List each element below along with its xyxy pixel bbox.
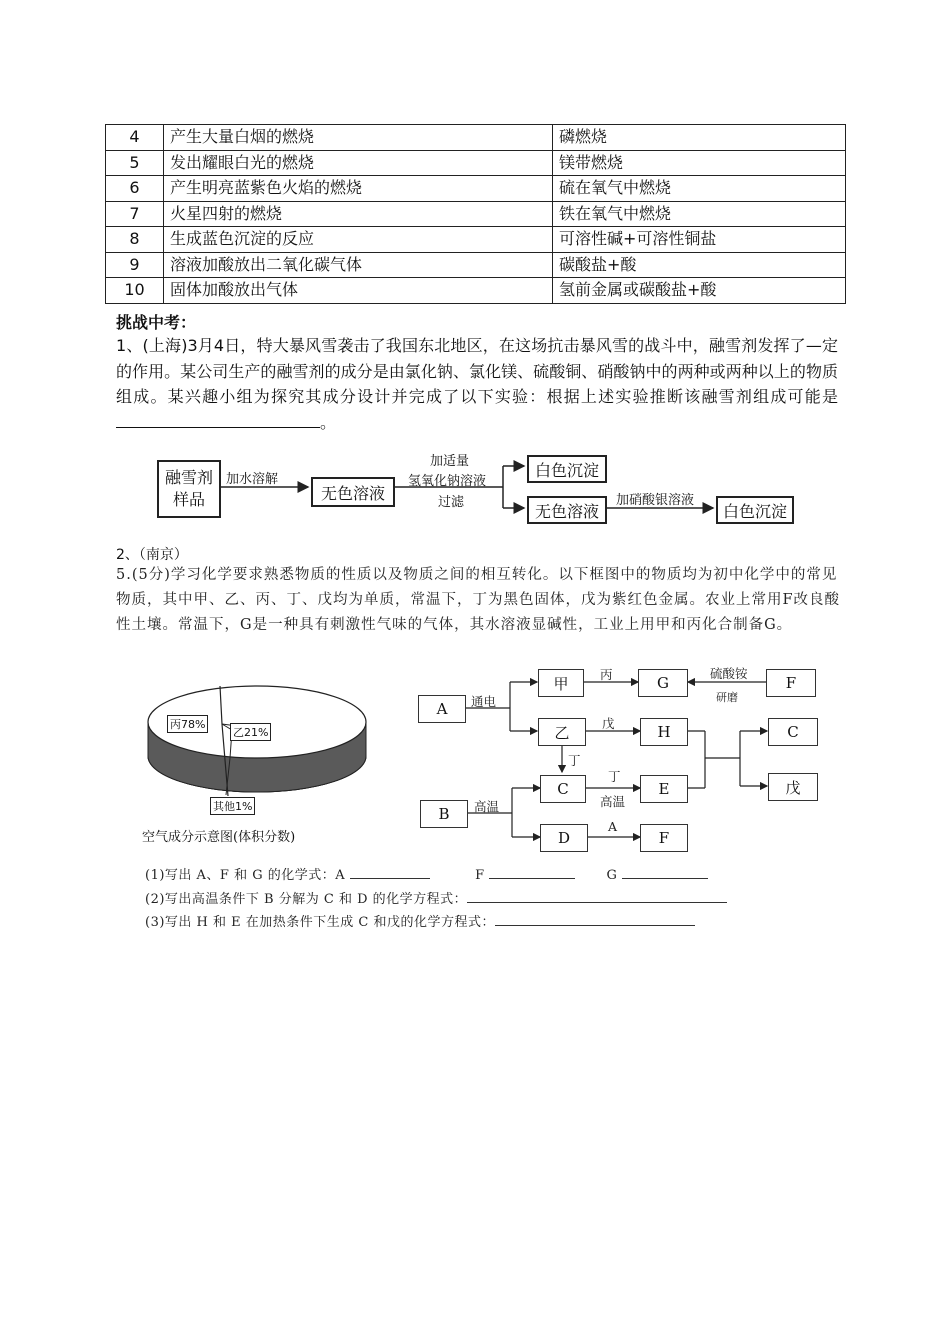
node-yi-label: 乙 [554, 723, 570, 742]
question-1-end: 。 [320, 412, 337, 432]
row-phenomenon: 发出耀眼白光的燃烧 [164, 150, 553, 176]
row-answer: 铁在氧气中燃烧 [553, 201, 846, 227]
flow-step3-label: 加硝酸银溶液 [616, 493, 695, 508]
node-jia-label: 甲 [553, 674, 569, 693]
flow-precipitate2-label: 白色沉淀 [722, 501, 787, 521]
question-2-text: 5.(5分)学习化学要求熟悉物质的性质以及物质之间的相互转化。以下框图中的物质均为初中化学中的常见物质，其中甲、乙、丙、丁、戊均为单质，常温下，丁为黑色固体，戊为紫红色金属。农业上常用F改良酸性土壤。常温下，G是一种具有刺激性气味的气体，其水溶液显碱性，工业上用甲和丙化合制备G。 [116, 567, 841, 633]
node-wu-label: 戊 [785, 778, 801, 797]
row-phenomenon: 生成蓝色沉淀的反应 [164, 227, 553, 253]
pie-label-bing: 丙78% [167, 715, 208, 733]
pie-label-yi: 乙21% [230, 723, 271, 741]
row-answer: 镁带燃烧 [553, 150, 846, 176]
node-d [540, 824, 588, 852]
sub1-f-text: F [475, 868, 485, 883]
label-ding1: 丁 [568, 753, 581, 768]
flow-step2-line3: 过滤 [438, 495, 465, 510]
label-tongdian: 通电 [471, 694, 497, 709]
row-number: 9 [106, 252, 164, 278]
label-bing: 丙 [600, 667, 613, 682]
label-yanmo: 研磨 [716, 691, 738, 704]
row-number: 7 [106, 201, 164, 227]
row-phenomenon: 产生明亮蓝紫色火焰的燃烧 [164, 176, 553, 202]
flow-precipitate1-label: 白色沉淀 [534, 460, 599, 480]
question-1-text: 1、(上海)3月4日，特大暴风雪袭击了我国东北地区，在这场抗击暴风雪的战斗中，融雪剂发挥了—定的作用。某公司生产的融雪剂的成分是由氯化钠、氯化镁、硫酸铜、硝酸钠中的两种或两种以上的物质组成。某兴趣小组为探究其成分设计并完成了以下实验：根据上述实验推断该融雪剂组成可能是 [116, 336, 838, 406]
row-phenomenon: 固体加酸放出气体 [164, 278, 553, 304]
label-liusuan: 硫酸铵 [710, 666, 748, 681]
sub2-text: (2)写出高温条件下 B 分解为 C 和 D 的化学方程式： [145, 892, 468, 907]
sub2-blank[interactable] [467, 890, 727, 903]
sub-question-1 [145, 864, 708, 883]
row-number: 6 [106, 176, 164, 202]
node-d-label: D [557, 829, 571, 847]
sub1-g-text: G [606, 868, 618, 883]
label-a: A [608, 819, 618, 834]
node-b [420, 800, 468, 828]
node-f-top-label: F [785, 674, 797, 692]
node-g [638, 669, 688, 697]
node-f-bottom [640, 824, 688, 852]
row-number: 5 [106, 150, 164, 176]
label-ding2: 丁 [608, 769, 621, 784]
sub1-f-blank[interactable] [489, 866, 575, 879]
pie-label-other: 其他1% [210, 797, 255, 815]
label-wu: 戊 [602, 716, 615, 731]
node-jia [538, 669, 584, 697]
flow-sample-label: 融雪剂样品 [165, 468, 214, 509]
row-phenomenon: 火星四射的燃烧 [164, 201, 553, 227]
row-number: 8 [106, 227, 164, 253]
node-e-label: E [658, 780, 670, 798]
node-c-right [768, 718, 818, 746]
pie-caption: 空气成分示意图(体积分数) [142, 830, 296, 845]
node-c-label: C [557, 780, 569, 798]
row-phenomenon: 产生大量白烟的燃烧 [164, 125, 553, 151]
sub1-a-blank[interactable] [350, 866, 430, 879]
sub1-a-text: (1)写出 A、F 和 G 的化学式：A [145, 868, 346, 883]
node-f-top [766, 669, 816, 697]
sub3-text: (3)写出 H 和 E 在加热条件下生成 C 和戊的化学方程式： [145, 915, 495, 930]
node-c-right-label: C [787, 723, 799, 741]
node-h [640, 718, 688, 746]
label-gaowen2: 高温 [600, 794, 626, 809]
flow-solution1-label: 无色溶液 [320, 483, 385, 503]
node-e [640, 775, 688, 803]
row-number: 10 [106, 278, 164, 304]
node-a-label: A [436, 700, 448, 718]
node-c [540, 775, 586, 803]
node-yi [538, 718, 586, 746]
row-answer: 可溶性碱+可溶性铜盐 [553, 227, 846, 253]
sub1-g-blank[interactable] [622, 866, 708, 879]
flow-step2-line2: 氢氧化钠溶液 [408, 474, 487, 489]
row-number: 4 [106, 125, 164, 151]
row-phenomenon: 溶液加酸放出二氧化碳气体 [164, 252, 553, 278]
node-wu [768, 773, 818, 801]
flow-solution2-label: 无色溶液 [534, 501, 599, 521]
row-answer: 硫在氧气中燃烧 [553, 176, 846, 202]
row-answer: 碳酸盐+酸 [553, 252, 846, 278]
node-a [418, 695, 466, 723]
node-f-bottom-label: F [658, 829, 670, 847]
flow-step1-label: 加水溶解 [226, 472, 279, 487]
label-gaowen1: 高温 [474, 799, 500, 814]
sub-question-3 [145, 911, 695, 930]
node-g-label: G [657, 674, 669, 692]
row-answer: 氢前金属或碳酸盐+酸 [553, 278, 846, 304]
sub3-blank[interactable] [495, 913, 695, 926]
node-h-label: H [657, 723, 671, 741]
question-2-title: 2、（南京） [116, 547, 188, 563]
section-heading: 挑战中考： [116, 313, 197, 332]
sub-question-2 [145, 888, 727, 907]
flow-step2-line1: 加适量 [430, 454, 470, 469]
row-answer: 磷燃烧 [553, 125, 846, 151]
node-b-label: B [438, 805, 450, 823]
